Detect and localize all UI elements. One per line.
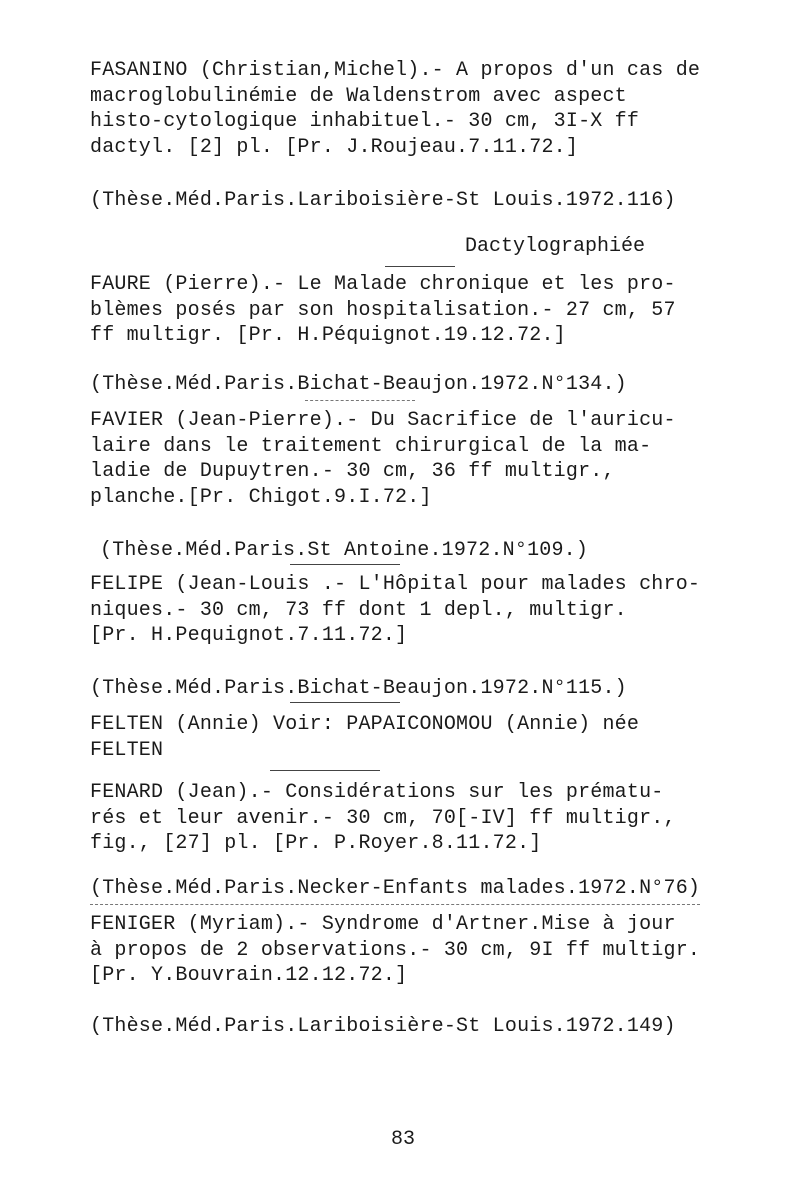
page-number: 83 [391, 1128, 416, 1151]
bibliography-entry-favier [90, 408, 730, 510]
entry-line: planche.[Pr. Chigot.9.I.72.] [90, 485, 432, 509]
entry-line: FASANINO (Christian,Michel).- A propos d'un cas de [90, 59, 701, 82]
entry-line: FELIPE (Jean-Louis .- L'Hôpital pour malades chro- [90, 573, 701, 596]
separator-rule [290, 702, 400, 703]
entry-line: rés et leur avenir.- 30 cm, 70[-IV] ff multigr., [90, 806, 676, 830]
bibliography-entry-fasanino [90, 58, 730, 160]
separator-rule [305, 400, 415, 401]
entry-line: laire dans le traitement chirurgical de la ma- [90, 434, 652, 458]
entry-line: FELTEN (Annie) Voir: PAPAICONOMOU (Annie) née [90, 713, 640, 736]
entry-line: à propos de 2 observations.- 30 cm, 9I ff multigr. [90, 938, 701, 962]
bibliography-entry-felten [90, 712, 730, 763]
entry-source: (Thèse.Méd.Paris.Bichat-Beaujon.1972.N°115.) [90, 677, 627, 700]
entry-line: fig., [27] pl. [Pr. P.Royer.8.11.72.] [90, 832, 542, 855]
entry-line: macroglobulinémie de Waldenstrom avec aspect [90, 84, 627, 108]
entry-line: blèmes posés par son hospitalisation.- 27 cm, 57 [90, 298, 676, 322]
entry-source: (Thèse.Méd.Paris.Lariboisière-St Louis.1972.149) [90, 1015, 676, 1038]
entry-source: (Thèse.Méd.Paris.Lariboisière-St Louis.1972.116) [90, 189, 676, 212]
bibliography-entry-feniger [90, 912, 730, 989]
entry-line: FAVIER (Jean-Pierre).- Du Sacrifice de l'auricu- [90, 409, 676, 432]
bibliography-entry-fenard [90, 780, 730, 857]
entry-line: histo-cytologique inhabituel.- 30 cm, 3I-X ff [90, 110, 640, 133]
bibliography-entry-felipe [90, 572, 730, 649]
entry-line: FENARD (Jean).- Considérations sur les prématu- [90, 781, 664, 804]
typed-note: Dactylographiée [465, 235, 646, 258]
entry-line: FAURE (Pierre).- Le Malade chronique et les pro- [90, 273, 676, 296]
bibliography-entry-faure [90, 272, 730, 349]
entry-line: [Pr. Y.Bouvrain.12.12.72.] [90, 964, 408, 987]
entry-line: ladie de Dupuytren.- 30 cm, 36 ff multigr., [90, 460, 615, 483]
separator-rule [290, 564, 400, 565]
entry-line: ff multigr. [Pr. H.Péquignot.19.12.72.] [90, 324, 566, 347]
separator-rule [90, 904, 700, 905]
entry-source: (Thèse.Méd.Paris.St Antoine.1972.N°109.) [100, 539, 589, 562]
entry-source: (Thèse.Méd.Paris.Necker-Enfants malades.1972.N°76) [90, 877, 701, 900]
separator-rule [385, 266, 455, 267]
entry-line: niques.- 30 cm, 73 ff dont 1 depl., multigr. [90, 598, 627, 622]
entry-line: [Pr. H.Pequignot.7.11.72.] [90, 624, 408, 647]
entry-line: FENIGER (Myriam).- Syndrome d'Artner.Mise à jour [90, 913, 676, 936]
entry-source: (Thèse.Méd.Paris.Bichat-Beaujon.1972.N°134.) [90, 373, 627, 396]
entry-line: dactyl. [2] pl. [Pr. J.Roujeau.7.11.72.] [90, 135, 579, 159]
separator-rule [270, 770, 380, 771]
entry-line: FELTEN [90, 738, 164, 762]
